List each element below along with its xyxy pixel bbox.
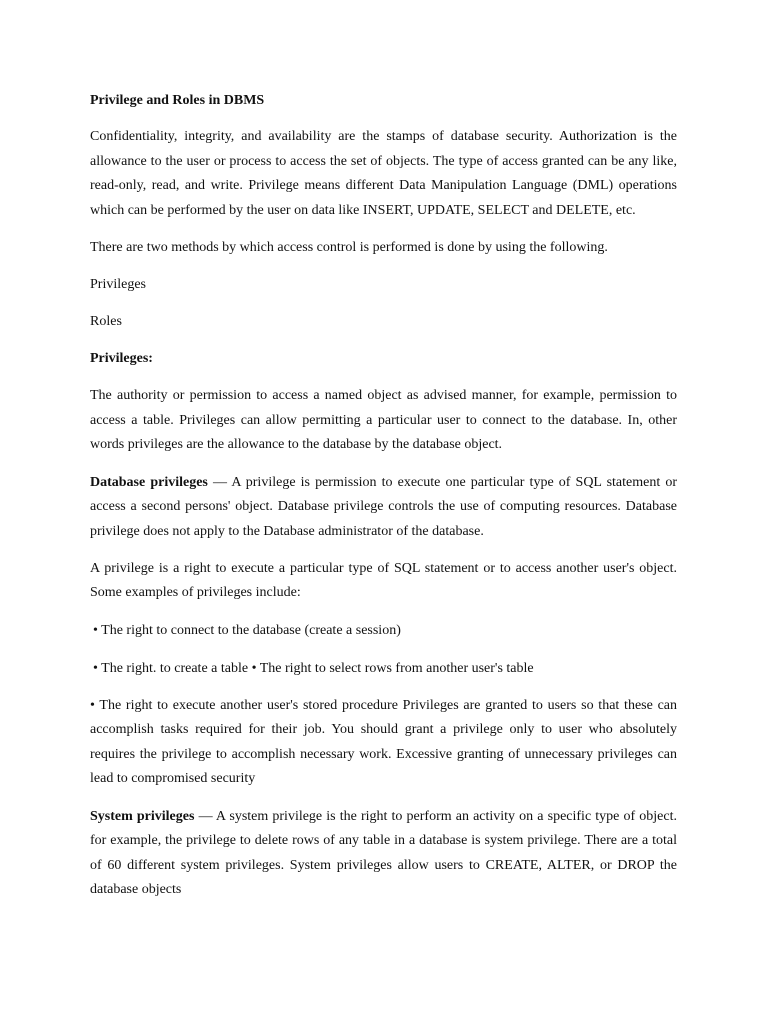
- bullet-connect: • The right to connect to the database (create a session): [93, 623, 401, 638]
- document-body: [90, 89, 677, 903]
- privileges-heading: [90, 347, 677, 372]
- intro-paragraph: Confidentiality, integrity, and availability are the stamps of database security. Authorization is the allowance to the user or process to access the set of objects. The type of access granted can be any like, read-only, read, and write. Privilege means different Data Manipulation Language (DML) operations which can be performed by the user on data like INSERT, UPDATE, SELECT and DELETE, etc.: [90, 129, 677, 218]
- privileges-heading-text: Privileges:: [90, 351, 153, 367]
- methods-intro-paragraph: There are two methods by which access control is performed is done by using the following.: [90, 239, 608, 255]
- method-privileges-line: Privileges: [90, 276, 146, 292]
- bullet-stored-procedure: • The right to execute another user's stored procedure Privileges are granted to users so that these can accomplish tasks required for their job. You should grant a privilege only to user who absolutely requires the privilege to accomplish necessary work. Excessive granting of unnecessary privileges can lead to compromised security: [90, 697, 677, 787]
- system-privileges-term: System privileges: [90, 808, 195, 824]
- document-title: Privilege and Roles in DBMS: [90, 93, 265, 108]
- privileges-paragraph: The authority or permission to access a named object as advised manner, for example, permission to access a table. Privileges can allow permitting a particular user to connect to the database. In, other words privileges are the allowance to the database by the database object.: [90, 388, 677, 453]
- system-privileges-paragraph: [90, 805, 677, 903]
- privilege-right-paragraph: A privilege is a right to execute a particular type of SQL statement or to access another user's object. Some examples of privileges include:: [90, 560, 677, 601]
- database-privileges-term: Database privileges: [90, 474, 208, 490]
- bullet-create-table: • The right. to create a table • The right to select rows from another user's table: [93, 660, 534, 676]
- system-privileges-text: — A system privilege is the right to perform an activity on a specific type of object. for example, the privilege to delete rows of any table in a database is system privilege. There are a total of 60 different system privileges. System privileges allow users to CREATE, ALTER, or DROP the database objects: [90, 808, 677, 898]
- method-roles-line: Roles: [90, 314, 122, 330]
- database-privileges-paragraph: [90, 471, 677, 545]
- database-privileges-text: — A privilege is permission to execute one particular type of SQL statement or access a second persons' object. Database privilege controls the use of computing resources. Database privilege does not apply to the Database administrator of the database.: [90, 474, 677, 539]
